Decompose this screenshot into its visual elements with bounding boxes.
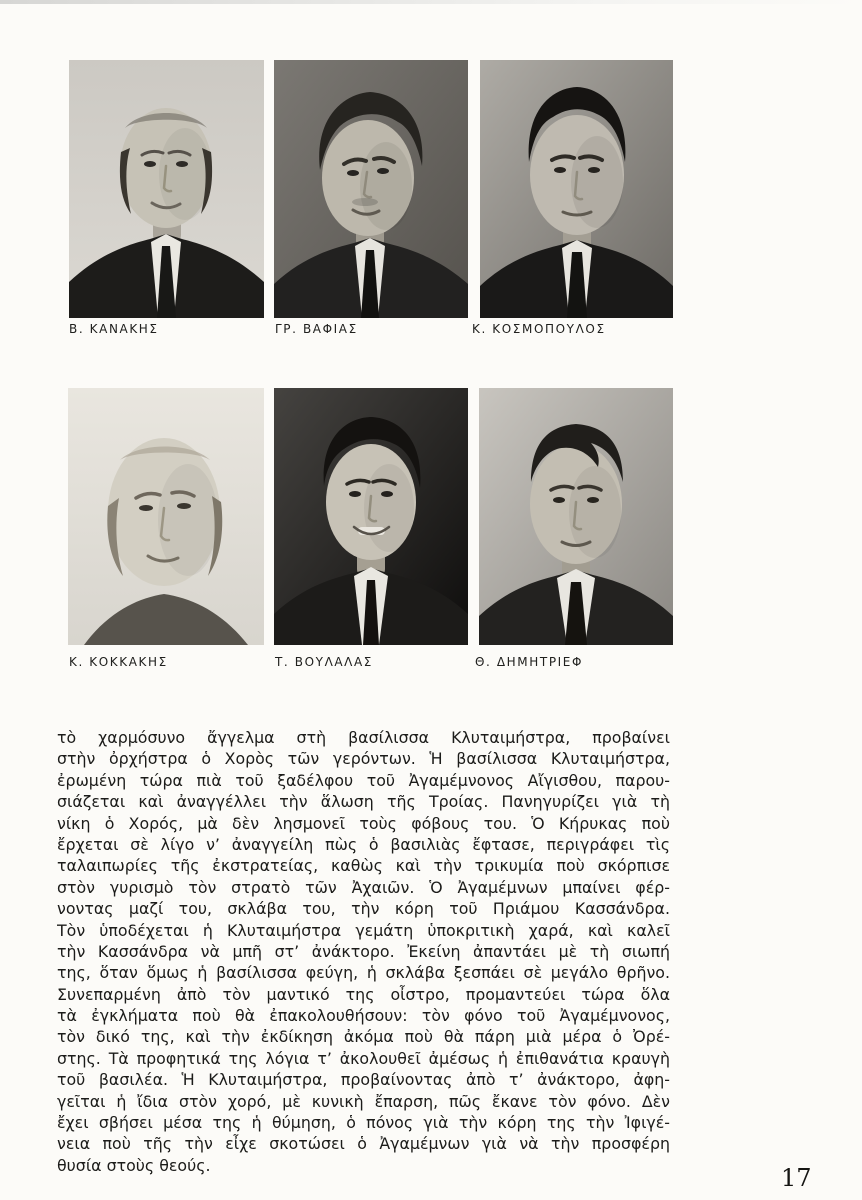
text-line: νίκη ὁ Χορός, μὰ δὲν λησμονεῖ τοὺς φόβους του. Ὁ Κήρυκας ποὺ bbox=[57, 813, 670, 833]
portrait-illustration bbox=[68, 388, 264, 645]
portrait-photo-kanakis bbox=[69, 60, 264, 318]
portrait-illustration bbox=[480, 60, 673, 318]
portrait-photo-kosmopoulos bbox=[480, 60, 673, 318]
photo-caption-vafias: ΓΡ. ΒΑΦΙΑΣ bbox=[275, 322, 358, 336]
text-line: ἐρωμένη τώρα πιὰ τοῦ ξαδέλφου τοῦ Ἀγαμέμνονος Αἴγισθου, παρου- bbox=[57, 770, 670, 790]
text-line: σιάζεται καὶ ἀναγγέλλει τὴν ἅλωση τῆς Τροίας. Πανηγυρίζει γιὰ τὴ bbox=[57, 792, 670, 812]
scan-edge-artifact bbox=[0, 0, 862, 4]
photo-caption-kokkakis: Κ. ΚΟΚΚΑΚΗΣ bbox=[69, 655, 168, 669]
text-line: Συνεπαρμένη ἀπὸ τὸν μαντικό της οἶστρο, προμαντεύει τώρα ὅλα bbox=[57, 984, 670, 1004]
portrait-illustration bbox=[274, 388, 468, 645]
portrait-illustration bbox=[274, 60, 468, 318]
portrait-photo-dimitrief bbox=[479, 388, 673, 645]
text-line: νεια ποὺ τῆς τὴν εἶχε σκοτώσει ὁ Ἀγαμέμνων γιὰ νὰ τὴν προσφέρη bbox=[57, 1134, 670, 1154]
text-line: στὴν ὀρχήστρα ὁ Χορὸς τῶν γερόντων. Ἡ βασίλισσα Κλυταιμήστρα, bbox=[57, 749, 670, 769]
portrait-illustration bbox=[479, 388, 673, 645]
portrait-photo-vafias bbox=[274, 60, 468, 318]
text-line: τοῦ βασιλέα. Ἡ Κλυταιμήστρα, προβαίνοντας ἀπὸ τ’ ἀνάκτορο, ἀφη- bbox=[57, 1070, 670, 1090]
photo-caption-dimitrief: Θ. ΔΗΜΗΤΡΙΕΦ bbox=[475, 655, 584, 669]
text-line: τὰ ἐγκλήματα ποὺ θὰ ἐπακολουθήσουν: τὸν φόνο τοῦ Ἀγαμέμνονος, bbox=[57, 1006, 670, 1026]
text-line: Τὸν ὑποδέχεται ἡ Κλυταιμήστρα γεμάτη ὑποκριτικὴ χαρά, καὶ καλεῖ bbox=[57, 920, 670, 940]
page-number: 17 bbox=[781, 1164, 812, 1192]
text-line: της, ὅταν ὅμως ἡ βασίλισσα φεύγη, ἡ σκλάβα ξεσπάει σὲ μεγάλο θρῆνο. bbox=[57, 963, 670, 983]
text-line: ἔχει σβήσει μέσα της ἡ θύμηση, ὁ πόνος γιὰ τὴν κόρη της τὴν Ἰφιγέ- bbox=[57, 1113, 670, 1133]
text-line: θυσία στοὺς θεούς. bbox=[57, 1155, 211, 1175]
text-line: τὸν δικό της, καὶ τὴν ἐκδίκηση ἀκόμα ποὺ θὰ πάρη μιὰ μέρα ὁ Ὀρέ- bbox=[57, 1027, 670, 1047]
body-text bbox=[57, 727, 670, 1176]
photo-caption-kanakis: Β. ΚΑΝΑΚΗΣ bbox=[69, 322, 159, 336]
text-line: στὸν γυρισμὸ τὸν στρατὸ τῶν Ἀχαιῶν. Ὁ Ἀγαμέμνων μπαίνει φέρ- bbox=[57, 877, 670, 897]
text-line: τὸ χαρμόσυνο ἄγγελμα στὴ βασίλισσα Κλυταιμήστρα, προβαίνει bbox=[57, 728, 670, 747]
text-line: τὴν Κασσάνδρα νὰ μπῆ στ’ ἀνάκτορο. Ἐκείνη ἀπαντάει μὲ τὴ σιωπή bbox=[57, 941, 670, 961]
text-line: γεῖται ἡ ἴδια στὸν χορό, μὲ κυνικὴ ἔπαρση, πῶς ἔκανε τὸν φόνο. Δὲν bbox=[57, 1091, 670, 1111]
photo-caption-kosmopoulos: Κ. ΚΟΣΜΟΠΟΥΛΟΣ bbox=[472, 322, 606, 336]
portrait-illustration bbox=[69, 60, 264, 318]
photo-caption-voulalas: Τ. ΒΟΥΛΑΛΑΣ bbox=[275, 655, 373, 669]
text-line: ἔρχεται σὲ λίγο ν’ ἀναγγείλη πὼς ὁ βασιλιὰς ἔφτασε, περιγράφει τὶς bbox=[57, 834, 670, 854]
text-line: ταλαιπωρίες τῆς ἐκστρατείας, καθὼς καὶ τὴν τρικυμία ποὺ σκόρπισε bbox=[57, 856, 670, 876]
text-line: νοντας μαζί του, σκλάβα του, τὴν κόρη τοῦ Πριάμου Κασσάνδρα. bbox=[57, 899, 670, 919]
portrait-photo-voulalas bbox=[274, 388, 468, 645]
portrait-photo-kokkakis bbox=[68, 388, 264, 645]
text-line: στης. Τὰ προφητικά της λόγια τ’ ἀκολουθεῖ ἀμέσως ἡ ἐπιθανάτια κραυγὴ bbox=[57, 1048, 670, 1068]
